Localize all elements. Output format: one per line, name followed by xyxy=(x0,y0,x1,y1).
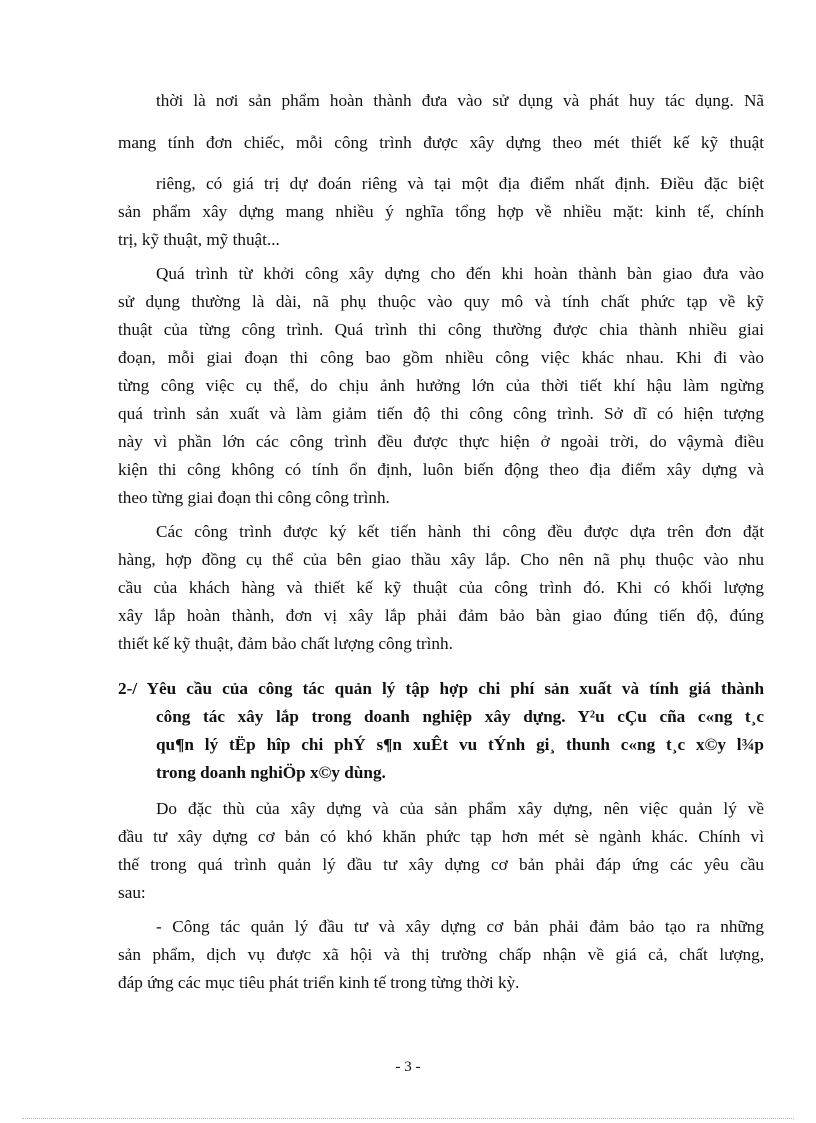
body-text-line: xây lắp hoàn thành, đơn vị xây lắp phải đảm bảo bàn giao đúng tiến độ, đúng xyxy=(118,606,764,625)
body-text-line: mang tính đơn chiếc, mỗi công trình được xây dựng theo mét thiết kế kỹ thuật xyxy=(118,133,764,152)
body-text-line: thiết kế kỹ thuật, đảm bảo chất lượng công trình. xyxy=(118,634,453,653)
section-heading-line: công tác xây lắp trong doanh nghiệp xây dựng. Y²u cÇu cña c«ng t¸c xyxy=(156,707,764,726)
body-text-line: thế trong quá trình quản lý đầu tư xây dựng cơ bản phải đáp ứng các yêu cầu xyxy=(118,855,764,874)
body-text-line: hàng, hợp đồng cụ thể của bên giao thầu xây lắp. Cho nên nã phụ thuộc vào nhu xyxy=(118,550,764,569)
body-text-line: riêng, có giá trị dự đoán riêng và tại một địa điểm nhất định. Điều đặc biệt xyxy=(156,174,764,193)
body-text-line: đáp ứng các mục tiêu phát triển kinh tế trong từng thời kỳ. xyxy=(118,973,520,992)
body-text-line: sản phẩm, dịch vụ được xã hội và thị trường chấp nhận về giá cả, chất lượng, xyxy=(118,945,764,964)
body-text-line: sản phẩm xây dựng mang nhiều ý nghĩa tổng hợp về nhiều mặt: kinh tế, chính xyxy=(118,202,764,221)
body-text-line: theo từng giai đoạn thi công công trình. xyxy=(118,488,390,507)
body-text-line: đầu tư xây dựng cơ bản có khó khăn phức tạp hơn mét sè ngành khác. Chính vì xyxy=(118,827,764,846)
section-heading-line: qu¶n lý tËp hîp chi phÝ s¶n xuÊt vu tÝnh gi¸ thunh c«ng t¸c x©y l¾p xyxy=(156,735,764,754)
body-text-line: từng công việc cụ thể, do chịu ảnh hưởng lớn của thời tiết khí hậu làm ngừng xyxy=(118,376,764,395)
body-text-line: sau: xyxy=(118,883,146,902)
body-text-line: Các công trình được ký kết tiến hành thi công đều được dựa trên đơn đặt xyxy=(156,522,764,541)
section-heading-line: 2-/ Yêu cầu của công tác quản lý tập hợp chi phí sản xuất và tính giá thành xyxy=(118,679,764,698)
body-text-line: này vì phần lớn các công trình đều được thực hiện ở ngoài trời, do vậymà điều xyxy=(118,432,764,451)
body-text-line: kiện thi công không có tính ổn định, luôn biến động theo địa điểm xây dựng và xyxy=(118,460,764,479)
page-number: - 3 - xyxy=(395,1059,421,1075)
body-text-line: Do đặc thù của xây dựng và của sản phẩm xây dựng, nên việc quản lý về xyxy=(156,799,764,818)
body-text-line: thời là nơi sản phẩm hoàn thành đưa vào sử dụng và phát huy tác dụng. Nã xyxy=(156,91,764,110)
body-text-line: Quá trình từ khởi công xây dựng cho đến khi hoàn thành bàn giao đưa vào xyxy=(156,264,764,283)
body-text-line: sử dụng thường là dài, nã phụ thuộc vào quy mô và tính chất phức tạp về kỹ xyxy=(118,292,764,311)
body-text-line: quá trình sản xuất và làm giảm tiến độ thi công công trình. Sở dĩ có hiện tượng xyxy=(118,404,764,423)
body-text-line: - Công tác quản lý đầu tư và xây dựng cơ bản phải đảm bảo tạo ra những xyxy=(156,917,764,936)
body-text-line: trị, kỹ thuật, mỹ thuật... xyxy=(118,230,280,249)
body-text-line: thuật của từng công trình. Quá trình thi công thường được chia thành nhiều giai xyxy=(118,320,764,339)
section-heading-line: trong doanh nghiÖp x©y dùng. xyxy=(156,763,386,782)
body-text-line: cầu của khách hàng và thiết kế kỹ thuật của công trình đó. Khi có khối lượng xyxy=(118,578,764,597)
body-text-line: đoạn, mỗi giai đoạn thi công bao gồm nhiều công việc khác nhau. Khi đi vào xyxy=(118,348,764,367)
page-bottom-rule xyxy=(22,1118,794,1119)
